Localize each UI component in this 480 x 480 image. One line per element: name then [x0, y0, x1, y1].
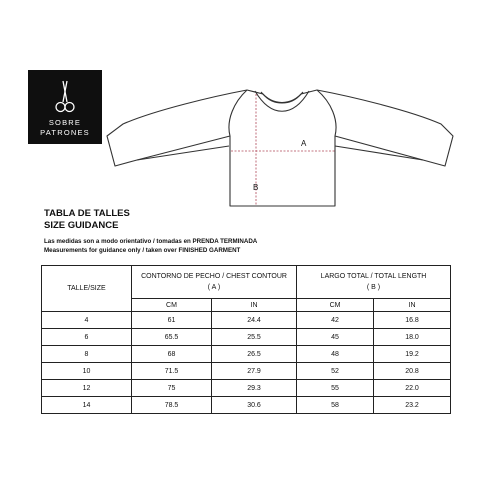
note-es: Las medidas son a modo orientativo / tomadas en PRENDA TERMINADA	[44, 238, 258, 245]
table-title-es: TABLA DE TALLES	[44, 208, 130, 219]
scissors-icon	[54, 80, 76, 114]
shirt-outline	[229, 90, 336, 206]
table-row: 14 78.5 30.6 58 23.2	[42, 397, 451, 414]
brand-name-line2: PATRONES	[40, 128, 90, 137]
length-column-header: LARGO TOTAL / TOTAL LENGTH ( B )	[297, 266, 451, 299]
chest-column-header: CONTORNO DE PECHO / CHEST CONTOUR ( A )	[132, 266, 297, 299]
table-row: 12 75 29.3 55 22.0	[42, 380, 451, 397]
table-row: 4 61 24.4 42 16.8	[42, 312, 451, 329]
brand-name-line1: SOBRE	[48, 118, 82, 127]
chest-in-header: IN	[212, 299, 297, 312]
table-row: 10 71.5 27.9 52 20.8	[42, 363, 451, 380]
size-column-header: TALLE/SIZE	[42, 266, 132, 312]
table-title-en: SIZE GUIDANCE	[44, 220, 119, 231]
left-sleeve	[107, 90, 247, 166]
length-in-header: IN	[374, 299, 451, 312]
size-table	[41, 265, 451, 414]
chest-cm-header: CM	[132, 299, 212, 312]
table-row: 6 65.5 25.5 45 18.0	[42, 329, 451, 346]
length-cm-header: CM	[297, 299, 374, 312]
garment-diagram	[95, 78, 465, 208]
label-b: B	[253, 183, 259, 192]
table-row: 8 68 26.5 48 19.2	[42, 346, 451, 363]
shirt-collar	[261, 92, 303, 103]
label-a: A	[301, 139, 307, 148]
right-sleeve	[317, 90, 453, 166]
brand-logo	[28, 70, 102, 144]
note-en: Measurements for guidance only / taken over FINISHED GARMENT	[44, 247, 241, 254]
